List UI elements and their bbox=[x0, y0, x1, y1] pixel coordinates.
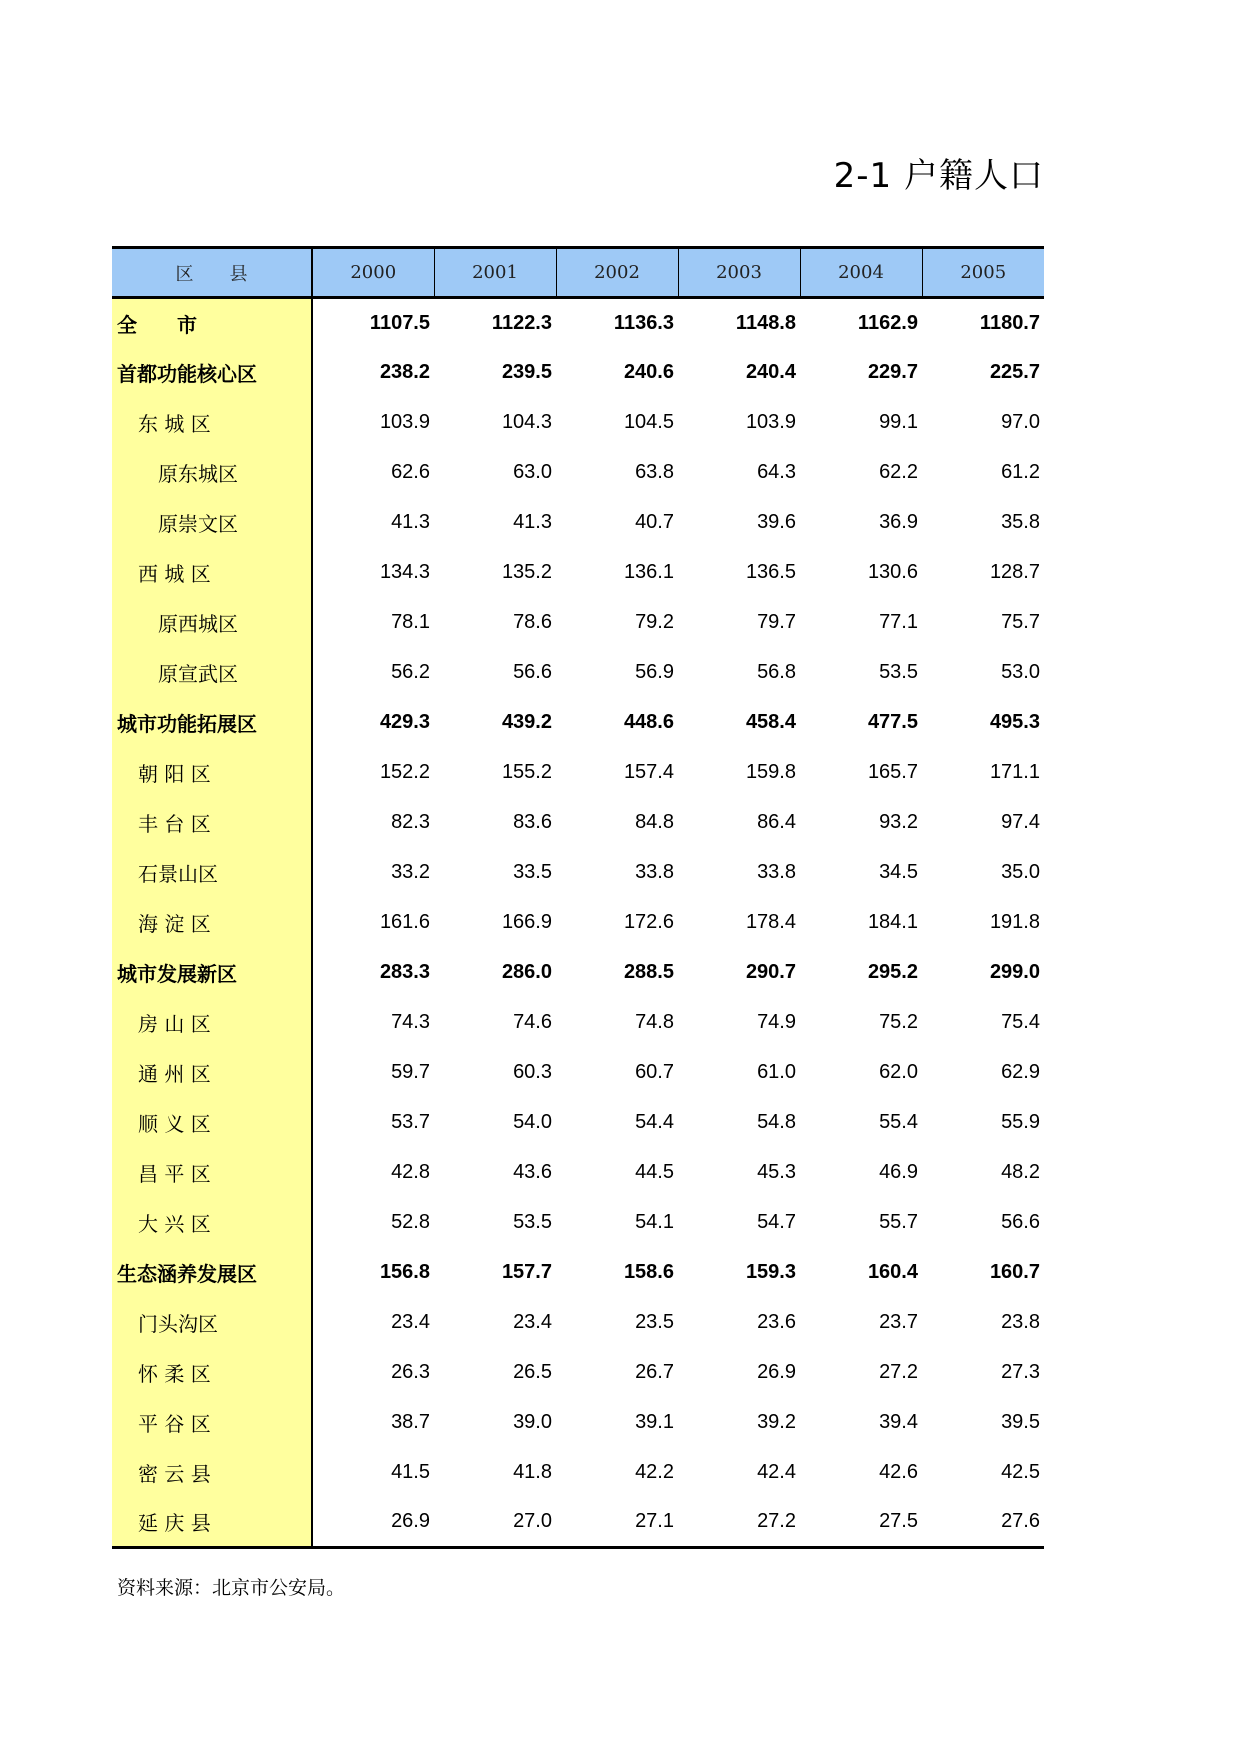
district-name-cell: 房 山 区 bbox=[112, 998, 312, 1048]
value-cell: 495.3 bbox=[989, 711, 1040, 733]
district-column-header: 区 县 bbox=[112, 248, 312, 298]
value-cell: 27.2 bbox=[678, 1498, 800, 1548]
value-cell: 104.3 bbox=[501, 411, 552, 433]
value-cell: 56.2 bbox=[391, 661, 430, 683]
value-cell: 161.6 bbox=[379, 911, 430, 933]
value-cell: 26.9 bbox=[312, 1498, 434, 1548]
value-cell: 79.2 bbox=[635, 611, 674, 633]
table-row bbox=[112, 448, 1044, 498]
value-cell: 54.1 bbox=[635, 1211, 674, 1233]
value-cell: 240.6 bbox=[623, 361, 674, 383]
value-cell: 61.0 bbox=[757, 1061, 796, 1083]
value-cell: 45.3 bbox=[757, 1161, 796, 1183]
district-name-cell: 首都功能核心区 bbox=[112, 348, 312, 398]
value-cell: 55.9 bbox=[1001, 1111, 1040, 1133]
value-cell: 54.7 bbox=[757, 1211, 796, 1233]
value-cell: 74.8 bbox=[635, 1011, 674, 1033]
value-cell: 26.5 bbox=[513, 1361, 552, 1383]
value-cell: 23.7 bbox=[879, 1311, 918, 1333]
value-cell: 97.0 bbox=[1001, 411, 1040, 433]
value-cell: 53.5 bbox=[879, 661, 918, 683]
district-name-cell: 东 城 区 bbox=[112, 398, 312, 448]
district-name-cell: 城市功能拓展区 bbox=[112, 698, 312, 748]
district-name-cell: 密 云 县 bbox=[112, 1448, 312, 1498]
district-name-cell: 生态涵养发展区 bbox=[112, 1248, 312, 1298]
value-cell: 41.5 bbox=[391, 1461, 430, 1483]
district-name-cell: 朝 阳 区 bbox=[112, 748, 312, 798]
value-cell: 23.8 bbox=[1001, 1311, 1040, 1333]
value-cell: 39.2 bbox=[757, 1411, 796, 1433]
table-row bbox=[112, 498, 1044, 548]
table-row bbox=[112, 598, 1044, 648]
value-cell: 53.0 bbox=[1001, 661, 1040, 683]
value-cell: 160.4 bbox=[867, 1261, 918, 1283]
district-name-cell: 通 州 区 bbox=[112, 1048, 312, 1098]
value-cell: 75.2 bbox=[879, 1011, 918, 1033]
value-cell: 286.0 bbox=[501, 961, 552, 983]
value-cell: 35.0 bbox=[1001, 861, 1040, 883]
value-cell: 1122.3 bbox=[491, 311, 552, 334]
value-cell: 26.3 bbox=[391, 1361, 430, 1383]
year-column-header: 2005 bbox=[922, 248, 1044, 298]
value-cell: 46.9 bbox=[879, 1161, 918, 1183]
value-cell: 439.2 bbox=[501, 711, 552, 733]
value-cell: 27.6 bbox=[922, 1498, 1044, 1548]
population-table bbox=[112, 246, 1044, 1549]
table-row bbox=[112, 1448, 1044, 1498]
value-cell: 86.4 bbox=[757, 811, 796, 833]
value-cell: 39.5 bbox=[1001, 1411, 1040, 1433]
value-cell: 39.4 bbox=[879, 1411, 918, 1433]
value-cell: 60.7 bbox=[635, 1061, 674, 1083]
value-cell: 97.4 bbox=[1001, 811, 1040, 833]
header-row bbox=[112, 248, 1044, 298]
value-cell: 157.4 bbox=[623, 761, 674, 783]
value-cell: 74.3 bbox=[391, 1011, 430, 1033]
value-cell: 41.8 bbox=[513, 1461, 552, 1483]
value-cell: 33.8 bbox=[635, 861, 674, 883]
value-cell: 41.3 bbox=[391, 511, 430, 533]
value-cell: 78.6 bbox=[513, 611, 552, 633]
value-cell: 62.0 bbox=[879, 1061, 918, 1083]
value-cell: 63.8 bbox=[635, 461, 674, 483]
value-cell: 75.7 bbox=[1001, 611, 1040, 633]
table-row bbox=[112, 1148, 1044, 1198]
value-cell: 84.8 bbox=[635, 811, 674, 833]
value-cell: 42.5 bbox=[1001, 1461, 1040, 1483]
year-column-header: 2001 bbox=[434, 248, 556, 298]
district-name-cell: 顺 义 区 bbox=[112, 1098, 312, 1148]
value-cell: 288.5 bbox=[623, 961, 674, 983]
district-name-cell: 原宣武区 bbox=[112, 648, 312, 698]
value-cell: 36.9 bbox=[879, 511, 918, 533]
value-cell: 34.5 bbox=[879, 861, 918, 883]
year-column-header: 2000 bbox=[312, 248, 434, 298]
table-row bbox=[112, 548, 1044, 598]
district-name-cell: 昌 平 区 bbox=[112, 1148, 312, 1198]
value-cell: 27.3 bbox=[1001, 1361, 1040, 1383]
table-row bbox=[112, 898, 1044, 948]
value-cell: 458.4 bbox=[745, 711, 796, 733]
value-cell: 103.9 bbox=[745, 411, 796, 433]
value-cell: 160.7 bbox=[989, 1261, 1040, 1283]
value-cell: 55.7 bbox=[879, 1211, 918, 1233]
district-name-cell: 平 谷 区 bbox=[112, 1398, 312, 1448]
table-row bbox=[112, 948, 1044, 998]
value-cell: 23.5 bbox=[635, 1311, 674, 1333]
table-body bbox=[112, 298, 1044, 1548]
value-cell: 1136.3 bbox=[613, 311, 674, 334]
table-row bbox=[112, 1198, 1044, 1248]
district-name-cell: 西 城 区 bbox=[112, 548, 312, 598]
table-row bbox=[112, 1498, 1044, 1548]
value-cell: 53.7 bbox=[391, 1111, 430, 1133]
district-name-cell: 延 庆 县 bbox=[112, 1498, 312, 1548]
value-cell: 56.8 bbox=[757, 661, 796, 683]
value-cell: 191.8 bbox=[989, 911, 1040, 933]
value-cell: 62.6 bbox=[391, 461, 430, 483]
value-cell: 23.6 bbox=[757, 1311, 796, 1333]
value-cell: 39.6 bbox=[757, 511, 796, 533]
district-name-cell: 全 市 bbox=[112, 298, 312, 348]
value-cell: 56.6 bbox=[513, 661, 552, 683]
source-note: 资料来源：北京市公安局。 bbox=[117, 1577, 346, 1599]
value-cell: 56.6 bbox=[1001, 1211, 1040, 1233]
value-cell: 99.1 bbox=[879, 411, 918, 433]
value-cell: 35.8 bbox=[1001, 511, 1040, 533]
value-cell: 158.6 bbox=[623, 1261, 674, 1283]
value-cell: 156.8 bbox=[379, 1261, 430, 1283]
table-row bbox=[112, 648, 1044, 698]
value-cell: 27.0 bbox=[434, 1498, 556, 1548]
table-row bbox=[112, 1048, 1044, 1098]
value-cell: 62.9 bbox=[1001, 1061, 1040, 1083]
value-cell: 53.5 bbox=[513, 1211, 552, 1233]
page-title: 2-1 户籍人口 bbox=[833, 156, 1044, 196]
value-cell: 26.7 bbox=[635, 1361, 674, 1383]
value-cell: 42.2 bbox=[635, 1461, 674, 1483]
district-name-cell: 门头沟区 bbox=[112, 1298, 312, 1348]
value-cell: 42.8 bbox=[391, 1161, 430, 1183]
value-cell: 78.1 bbox=[391, 611, 430, 633]
value-cell: 33.2 bbox=[391, 861, 430, 883]
value-cell: 1162.9 bbox=[857, 311, 918, 334]
value-cell: 82.3 bbox=[391, 811, 430, 833]
value-cell: 93.2 bbox=[879, 811, 918, 833]
value-cell: 75.4 bbox=[1001, 1011, 1040, 1033]
value-cell: 54.8 bbox=[757, 1111, 796, 1133]
value-cell: 39.1 bbox=[635, 1411, 674, 1433]
value-cell: 42.6 bbox=[879, 1461, 918, 1483]
value-cell: 27.2 bbox=[879, 1361, 918, 1383]
year-column-header: 2002 bbox=[556, 248, 678, 298]
value-cell: 184.1 bbox=[867, 911, 918, 933]
value-cell: 239.5 bbox=[501, 361, 552, 383]
district-name-cell: 原西城区 bbox=[112, 598, 312, 648]
table-row bbox=[112, 798, 1044, 848]
value-cell: 283.3 bbox=[379, 961, 430, 983]
value-cell: 77.1 bbox=[879, 611, 918, 633]
district-name-cell: 海 淀 区 bbox=[112, 898, 312, 948]
value-cell: 166.9 bbox=[501, 911, 552, 933]
value-cell: 44.5 bbox=[635, 1161, 674, 1183]
value-cell: 299.0 bbox=[989, 961, 1040, 983]
table-row bbox=[112, 348, 1044, 398]
value-cell: 23.4 bbox=[391, 1311, 430, 1333]
value-cell: 39.0 bbox=[513, 1411, 552, 1433]
value-cell: 54.0 bbox=[513, 1111, 552, 1133]
value-cell: 240.4 bbox=[745, 361, 796, 383]
value-cell: 40.7 bbox=[635, 511, 674, 533]
value-cell: 33.8 bbox=[757, 861, 796, 883]
district-name-cell: 原崇文区 bbox=[112, 498, 312, 548]
value-cell: 79.7 bbox=[757, 611, 796, 633]
value-cell: 74.6 bbox=[513, 1011, 552, 1033]
table-row bbox=[112, 398, 1044, 448]
value-cell: 43.6 bbox=[513, 1161, 552, 1183]
table-row bbox=[112, 298, 1044, 348]
year-column-header: 2004 bbox=[800, 248, 922, 298]
value-cell: 229.7 bbox=[867, 361, 918, 383]
district-name-cell: 原东城区 bbox=[112, 448, 312, 498]
value-cell: 103.9 bbox=[379, 411, 430, 433]
value-cell: 63.0 bbox=[513, 461, 552, 483]
value-cell: 171.1 bbox=[989, 761, 1040, 783]
value-cell: 225.7 bbox=[989, 361, 1040, 383]
table-row bbox=[112, 1348, 1044, 1398]
value-cell: 55.4 bbox=[879, 1111, 918, 1133]
value-cell: 83.6 bbox=[513, 811, 552, 833]
value-cell: 60.3 bbox=[513, 1061, 552, 1083]
value-cell: 477.5 bbox=[867, 711, 918, 733]
value-cell: 41.3 bbox=[513, 511, 552, 533]
table-row bbox=[112, 1098, 1044, 1148]
value-cell: 128.7 bbox=[989, 561, 1040, 583]
value-cell: 104.5 bbox=[623, 411, 674, 433]
value-cell: 135.2 bbox=[501, 561, 552, 583]
value-cell: 38.7 bbox=[391, 1411, 430, 1433]
value-cell: 54.4 bbox=[635, 1111, 674, 1133]
value-cell: 157.7 bbox=[501, 1261, 552, 1283]
value-cell: 159.8 bbox=[745, 761, 796, 783]
district-name-cell: 城市发展新区 bbox=[112, 948, 312, 998]
value-cell: 27.5 bbox=[800, 1498, 922, 1548]
value-cell: 172.6 bbox=[623, 911, 674, 933]
value-cell: 159.3 bbox=[745, 1261, 796, 1283]
value-cell: 238.2 bbox=[379, 361, 430, 383]
value-cell: 152.2 bbox=[379, 761, 430, 783]
value-cell: 74.9 bbox=[757, 1011, 796, 1033]
value-cell: 56.9 bbox=[635, 661, 674, 683]
table-row bbox=[112, 748, 1044, 798]
table-row bbox=[112, 1398, 1044, 1448]
year-column-header: 2003 bbox=[678, 248, 800, 298]
value-cell: 61.2 bbox=[1001, 461, 1040, 483]
value-cell: 165.7 bbox=[867, 761, 918, 783]
district-name-cell: 丰 台 区 bbox=[112, 798, 312, 848]
value-cell: 59.7 bbox=[391, 1061, 430, 1083]
value-cell: 1180.7 bbox=[979, 311, 1040, 334]
value-cell: 33.5 bbox=[513, 861, 552, 883]
value-cell: 42.4 bbox=[757, 1461, 796, 1483]
value-cell: 155.2 bbox=[501, 761, 552, 783]
value-cell: 290.7 bbox=[745, 961, 796, 983]
district-name-cell: 怀 柔 区 bbox=[112, 1348, 312, 1398]
value-cell: 62.2 bbox=[879, 461, 918, 483]
value-cell: 130.6 bbox=[867, 561, 918, 583]
table-row bbox=[112, 998, 1044, 1048]
table-row bbox=[112, 1298, 1044, 1348]
value-cell: 134.3 bbox=[379, 561, 430, 583]
value-cell: 27.1 bbox=[556, 1498, 678, 1548]
value-cell: 52.8 bbox=[391, 1211, 430, 1233]
table-row bbox=[112, 698, 1044, 748]
value-cell: 26.9 bbox=[757, 1361, 796, 1383]
value-cell: 48.2 bbox=[1001, 1161, 1040, 1183]
value-cell: 178.4 bbox=[745, 911, 796, 933]
value-cell: 448.6 bbox=[623, 711, 674, 733]
value-cell: 23.4 bbox=[513, 1311, 552, 1333]
district-name-cell: 大 兴 区 bbox=[112, 1198, 312, 1248]
table-row bbox=[112, 848, 1044, 898]
table-row bbox=[112, 1248, 1044, 1298]
value-cell: 429.3 bbox=[379, 711, 430, 733]
district-name-cell: 石景山区 bbox=[112, 848, 312, 898]
value-cell: 1107.5 bbox=[369, 311, 430, 334]
value-cell: 136.1 bbox=[623, 561, 674, 583]
value-cell: 136.5 bbox=[745, 561, 796, 583]
value-cell: 295.2 bbox=[867, 961, 918, 983]
value-cell: 64.3 bbox=[757, 461, 796, 483]
value-cell: 1148.8 bbox=[735, 311, 796, 334]
